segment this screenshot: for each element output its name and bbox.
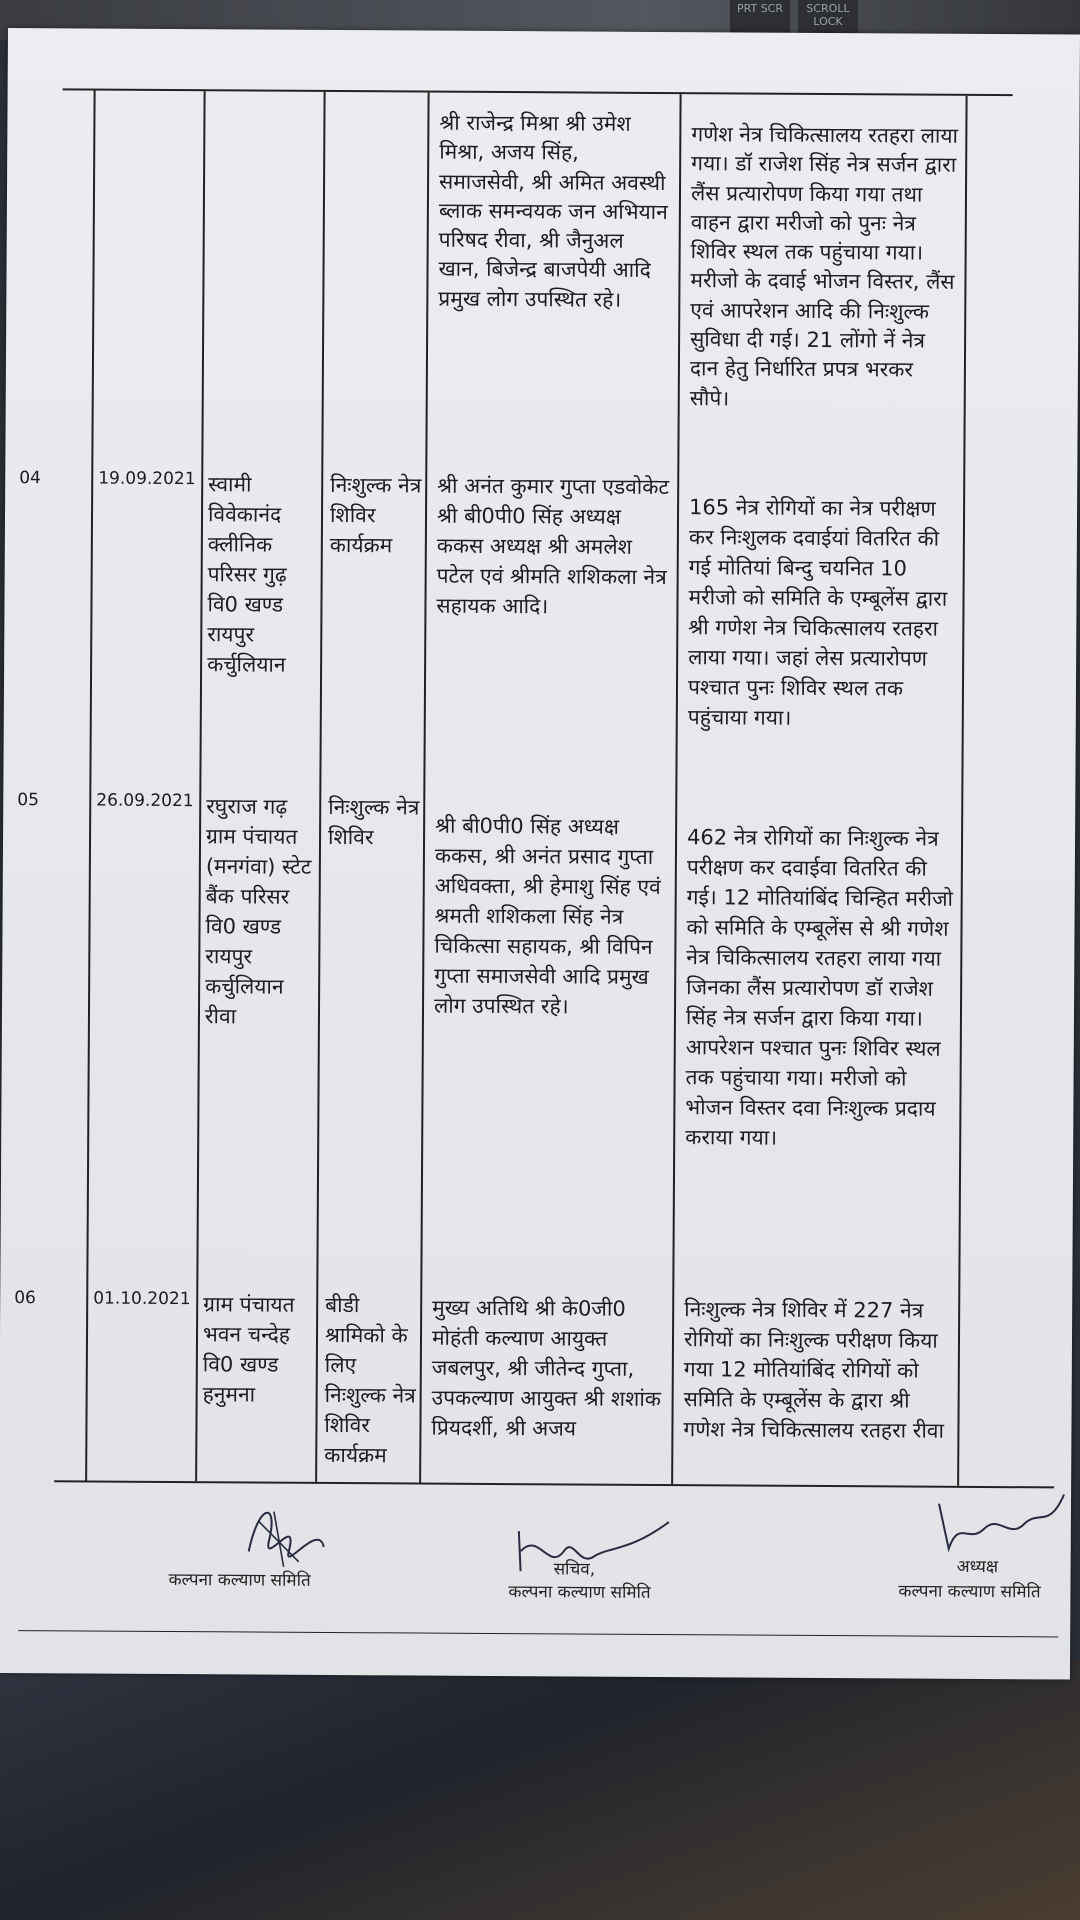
serial-number: 04 bbox=[19, 468, 41, 489]
keyboard-key-scroll-lock: SCROLL LOCK bbox=[798, 0, 858, 38]
guests-cell: श्री बी0पी0 सिंह अध्यक्ष ककस, श्री अनंत प्रसाद गुप्ता अधिवक्ता, श्री हेमाशु सिंह एवं श्रमती शशिकला सिंह नेत्र चिकित्सा सहायक, श्री विपिन गुप्ता समाजसेवी आदि प्रमुख लोग उपस्थित रहे। bbox=[433, 813, 661, 1019]
program-cell: निःशुल्क नेत्र शिविर bbox=[327, 794, 420, 850]
serial-number: 05 bbox=[17, 790, 39, 811]
guests-cell: श्री अनंत कुमार गुप्ता एडवोकेट श्री बी0पी0 सिंह अध्यक्ष ककस अध्यक्ष श्री अमलेश पटेल एवं श्रीमति शशिकला नेत्र सहायक आदि। bbox=[436, 473, 670, 619]
keyboard-key-prtscr: PRT SCR bbox=[730, 0, 790, 38]
signature-left-title: कल्पना कल्याण समिति bbox=[168, 1570, 311, 1591]
signature-scribble-right bbox=[929, 1489, 1069, 1560]
column-divider-1 bbox=[85, 91, 95, 1481]
signature-middle-org: कल्पना कल्याण समिति bbox=[508, 1582, 651, 1603]
date-cell: 19.09.2021 bbox=[98, 468, 196, 490]
continued-guests-cell: श्री राजेन्द्र मिश्रा श्री उमेश मिश्रा, अजय सिंह, समाजसेवी, श्री अमित अवस्थी ब्लाक समन्वयक जन अभियान परिषद रीवा, श्री जैनुअल खान, बिजेन्द्र बाजपेयी आदि प्रमुख लोग उपस्थित रहे। bbox=[438, 110, 668, 312]
signature-right-title: अध्यक्ष bbox=[956, 1556, 999, 1578]
page-bottom-line bbox=[18, 1630, 1058, 1637]
signature-right-org: कल्पना कल्याण समिति bbox=[898, 1581, 1041, 1603]
column-divider-2 bbox=[195, 91, 205, 1481]
table-bottom-border bbox=[54, 1480, 1054, 1488]
serial-number: 06 bbox=[14, 1288, 36, 1309]
column-divider-6 bbox=[957, 96, 967, 1486]
column-divider-5 bbox=[671, 94, 681, 1484]
guests-cell: मुख्य अतिथि श्री के0जी0 मोहंती कल्याण आयुक्त जबलपुर, श्री जीतेन्द गुप्ता, उपकल्याण आयुक्त श्री शशांक प्रियदर्शी, श्री अजय bbox=[431, 1295, 662, 1441]
program-cell: बीडी श्रामिको के लिए निःशुल्क नेत्र शिविर कार्यक्रम bbox=[324, 1292, 416, 1468]
program-cell: निःशुल्क नेत्र शिविर कार्यक्रम bbox=[329, 472, 422, 558]
place-cell: ग्राम पंचायत भवन चन्देह वि0 खण्ड हनुमना bbox=[202, 1292, 295, 1407]
place-cell: स्वामी विवेकानंद क्लीनिक परिसर गुढ़ वि0 खण्ड रायपुर कर्चुलियान bbox=[207, 472, 287, 677]
signature-middle-title: सचिव, bbox=[553, 1559, 596, 1580]
continued-details-cell: गणेश नेत्र चिकित्सालय रतहरा लाया गया। डॉ राजेश सिंह नेत्र सर्जन द्वारा लैंस प्रत्यारोपण किया गया तथा वाहन द्वारा मरीजो को पुनः नेत्र शिविर स्थल तक पहुंचाया गया। मरीजो के दवाई भोजन विस्तर, लैंस एवं आपरेशन आदि की निःशुल्क सुविधा दी गई। 21 लोंगो नें नेत्र दान हेतु निर्धारित प्रपत्र भरकर सौपे। bbox=[689, 122, 959, 411]
details-cell: 462 नेत्र रोगियों का निःशुल्क नेत्र परीक्षण कर दवाईवा वितरित की गई। 12 मोतियांबिंद चिन्हित मरीजो को समिति के एम्बूलेंस से श्री गणेश नेत्र चिकित्सालय रतहरा लाया गया जिनका लैंस प्रत्यारोपण डॉ राजेश सिंह नेत्र सर्जन द्वारा किया गया। आपरेशन पश्चात पुनः शिविर स्थल तक पहुंचाया गया। मरीजो को भोजन विस्तर दवा निःशुल्क प्रदाय कराया गया। bbox=[685, 825, 954, 1150]
date-cell: 26.09.2021 bbox=[96, 790, 194, 812]
place-cell: रघुराज गढ़ ग्राम पंचायत (मनगंवा) स्टेट बैंक परिसर वि0 खण्ड रायपुर कर्चुलियान रीवा bbox=[204, 794, 312, 1029]
column-divider-4 bbox=[419, 93, 429, 1483]
date-cell: 01.10.2021 bbox=[93, 1288, 191, 1310]
details-cell: 165 नेत्र रोगियों का नेत्र परीक्षण कर निःशुलक दवाईयां वितरित की गई मोतियां बिन्दु चयनित 10 मरीजो को समिति के एम्बूलेंस द्वारा श्री गणेश नेत्र चिकित्सालय रतहरा लाया गया। जहां लेस प्रत्यारोपण पश्चात पुनः शिविर स्थल तक पहुंचाया गया। bbox=[687, 495, 948, 730]
background-bottom bbox=[0, 1660, 1080, 1920]
column-divider-3 bbox=[315, 92, 325, 1482]
document-page bbox=[0, 28, 1080, 1680]
details-cell: निःशुल्क नेत्र शिविर में 227 नेत्र रोगियों का निःशुल्क परीक्षण किया गया 12 मोतियांबिंद रोगियों को समिति के एम्बूलेंस के द्वारा श्री गणेश नेत्र चिकित्सालय रतहरा रीवा bbox=[683, 1297, 945, 1443]
